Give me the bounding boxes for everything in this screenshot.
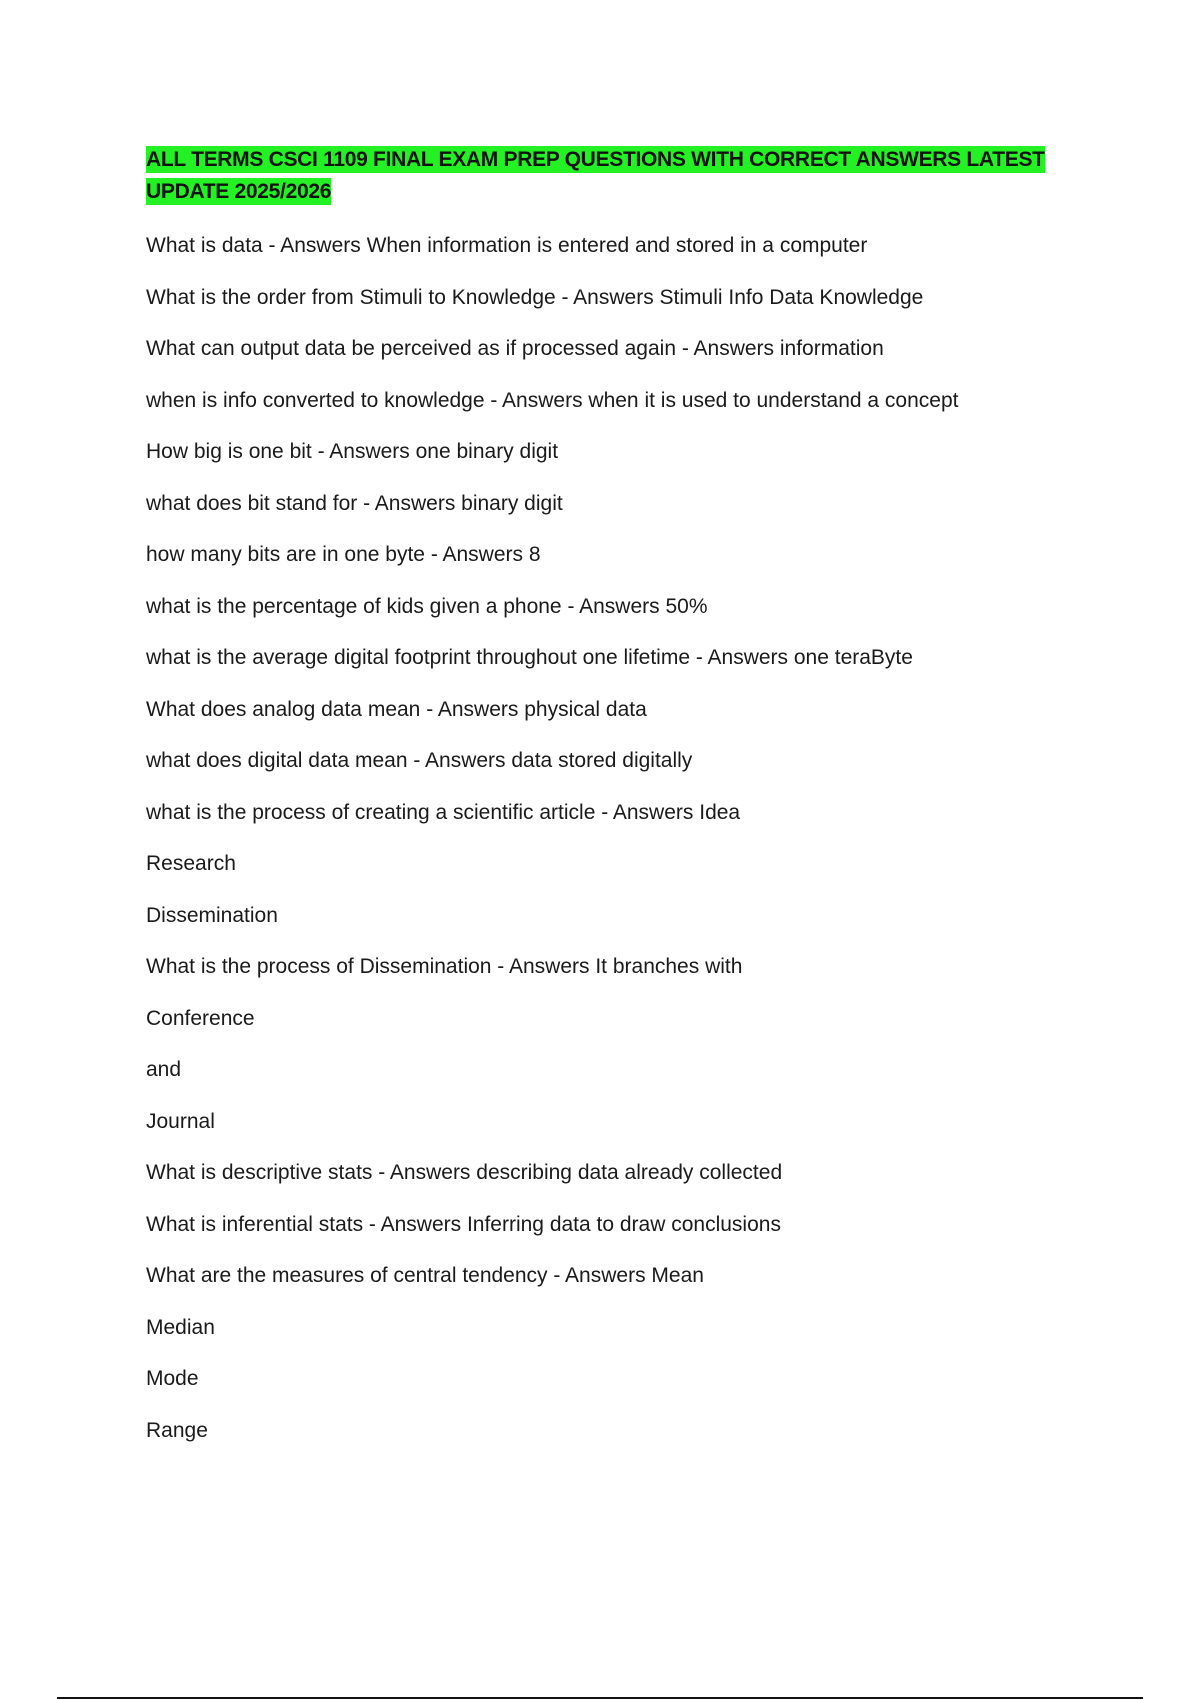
text-line: What is the order from Stimuli to Knowledge - Answers Stimuli Info Data Knowledge — [146, 285, 924, 309]
text-line: What can output data be perceived as if processed again - Answers information — [146, 337, 884, 360]
text-line: what does digital data mean - Answers data stored digitally — [146, 749, 693, 772]
text-line: What is descriptive stats - Answers describing data already collected — [146, 1161, 783, 1184]
text-line: What is the process of Dissemination - Answers It branches with — [146, 955, 743, 978]
text-line: what does bit stand for - Answers binary digit — [146, 491, 563, 515]
text-line: what is the percentage of kids given a phone - Answers 50% — [146, 594, 708, 618]
text-line: how many bits are in one byte - Answers 8 — [146, 543, 541, 566]
text-line: Median — [146, 1315, 215, 1339]
text-line: How big is one bit - Answers one binary digit — [146, 440, 559, 463]
text-line: what is the process of creating a scientific article - Answers Idea — [146, 800, 741, 824]
page-bottom-divider — [57, 1697, 1143, 1699]
text-line: What is data - Answers When information is entered and stored in a computer — [146, 234, 868, 257]
text-line: and — [146, 1058, 182, 1081]
text-line: What does analog data mean - Answers physical data — [146, 697, 647, 721]
text-line: what is the average digital footprint throughout one lifetime - Answers one teraByte — [146, 646, 913, 669]
text-line: What are the measures of central tendency - Answers Mean — [146, 1264, 704, 1287]
document-title — [146, 144, 1066, 208]
title-highlight: ALL TERMS CSCI 1109 FINAL EXAM PREP QUESTIONS WITH CORRECT ANSWERS LATEST UPDATE 2025/2026 — [146, 148, 1045, 203]
text-line: Conference — [146, 1006, 255, 1030]
text-line: Journal — [146, 1109, 215, 1133]
text-line: Mode — [146, 1367, 199, 1390]
document-body — [146, 144, 1066, 1456]
text-line: Research — [146, 852, 236, 875]
text-line: when is info converted to knowledge - Answers when it is used to understand a concept — [146, 388, 959, 412]
text-line: What is inferential stats - Answers Inferring data to draw conclusions — [146, 1212, 781, 1236]
text-line: Range — [146, 1418, 208, 1442]
text-line: Dissemination — [146, 903, 278, 927]
